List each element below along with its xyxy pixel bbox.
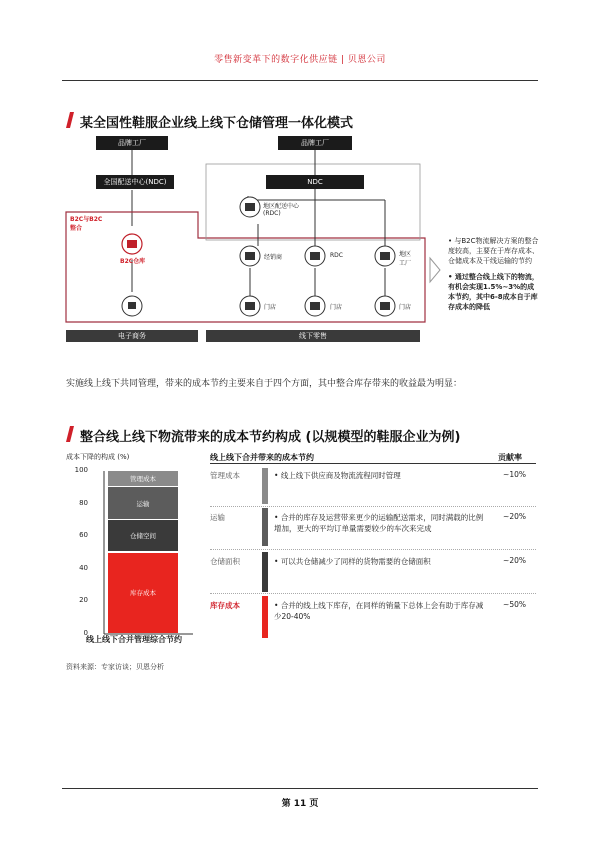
bar-segment-label: 运输 bbox=[136, 499, 150, 508]
store-label-1: 门店 bbox=[264, 304, 277, 311]
bullet-2: 通过整合线上线下的物流，有机会实现1.5%~3%的成本节约，其中6-8成本自于库存成本的降低 bbox=[448, 273, 539, 311]
y-tick-label: 0 bbox=[83, 629, 88, 637]
diagram-bullets: • 与B2C物流解决方案的整合度较高，主要在于库存成本、仓储成本及干线运输的节约 • 通过整合线上线下的物流，有机会实现1.5%~3%的成本节约，其中6-8成本自于库存成本的降低 bbox=[448, 237, 539, 311]
row-text: • 合并的线上线下库存，在同样的销量下总体上会有助于库存减少20-40% bbox=[274, 601, 484, 621]
chart-xlabel: 线上线下合并管理综合节约 bbox=[86, 635, 182, 644]
y-tick-label: 60 bbox=[79, 531, 88, 540]
row-bar bbox=[262, 552, 268, 592]
y-tick-label: 100 bbox=[74, 466, 88, 474]
store-label-2: 门店 bbox=[330, 304, 343, 311]
y-tick-label: 20 bbox=[79, 596, 88, 605]
offline-bar-label: 线下零售 bbox=[299, 332, 327, 340]
dealer-label: 经销商 bbox=[264, 254, 283, 261]
row-category: 仓储面积 bbox=[210, 557, 240, 566]
row-divider bbox=[210, 506, 536, 507]
rdc-node-label: RDC bbox=[330, 252, 343, 259]
footer-rule bbox=[62, 788, 538, 789]
row-text: • 可以共仓储减少了同样的货物需要的仓储面积 bbox=[274, 557, 431, 566]
row-value: ~20% bbox=[503, 512, 526, 521]
row-bar bbox=[262, 468, 268, 504]
left-ndc-box: 全国配送中心(NDC) bbox=[96, 175, 174, 189]
bar-segment-label: 库存成本 bbox=[130, 589, 156, 598]
bullet-1: 与B2C物流解决方案的整合度较高，主要在于库存成本、仓储成本及干线运输的节约 bbox=[448, 237, 539, 265]
row-text: • 合并的库存及运营带来更少的运输配送需求，同时满载的比例增加，更大的平均订单量需要较少的车次来完成 bbox=[274, 513, 484, 533]
row-category: 管理成本 bbox=[210, 471, 240, 480]
row-divider bbox=[210, 549, 536, 550]
page-number: 第 11 页 bbox=[281, 799, 319, 809]
store-label-3: 门店 bbox=[399, 304, 412, 311]
row-text: • 线上线下供应商及物流流程同时管理 bbox=[274, 471, 401, 480]
bar-segment-label: 仓储空间 bbox=[130, 532, 156, 541]
chart-ylabel: 成本下降的构成 (%) bbox=[66, 453, 130, 461]
header-title: 零售新变革下的数字化供应链 | 贝恩公司 bbox=[214, 55, 386, 65]
row-bar bbox=[262, 508, 268, 546]
b2c-warehouse-label: B2C仓库 bbox=[120, 258, 146, 265]
section2-marker-icon bbox=[64, 426, 74, 442]
row-category: 运输 bbox=[210, 513, 225, 522]
ecommerce-bar-label: 电子商务 bbox=[118, 332, 146, 340]
regional-factory-label: 地区 工厂 bbox=[399, 251, 412, 267]
row-divider bbox=[210, 593, 536, 594]
row-value: ~50% bbox=[503, 600, 526, 609]
table-header-left: 线上线下合并带来的成本节约 bbox=[210, 453, 314, 462]
table-header-rule bbox=[210, 463, 536, 464]
source-note: 资料来源：专家访谈；贝恩分析 bbox=[66, 663, 164, 671]
section1-title: 某全国性鞋服企业线上线下仓储管理一体化模式 bbox=[80, 116, 354, 131]
body-paragraph: 实施线上线下共同管理，带来的成本节约主要来自于四个方面，其中整合库存带来的收益最为明显： bbox=[66, 379, 463, 389]
right-factory-box: 品牌工厂 bbox=[278, 136, 352, 150]
chart-axes bbox=[98, 471, 198, 641]
row-value: ~20% bbox=[503, 556, 526, 565]
row-value: ~10% bbox=[503, 470, 526, 479]
b2c-integration-label: B2C与B2C 整合 bbox=[70, 216, 103, 232]
row-bar bbox=[262, 596, 268, 638]
row-category: 库存成本 bbox=[210, 601, 240, 610]
rdc-label: 地区配送中心 (RDC) bbox=[263, 203, 300, 217]
left-factory-box: 品牌工厂 bbox=[96, 136, 168, 150]
y-tick-label: 80 bbox=[79, 498, 88, 507]
bar-segment-label: 管理成本 bbox=[130, 475, 156, 484]
table-header-right: 贡献率 bbox=[498, 453, 522, 462]
y-tick-label: 40 bbox=[79, 563, 88, 572]
section2-title: 整合线上线下物流带来的成本节约构成 (以规模型的鞋服企业为例) bbox=[80, 430, 461, 445]
right-ndc-box: NDC bbox=[266, 175, 364, 189]
